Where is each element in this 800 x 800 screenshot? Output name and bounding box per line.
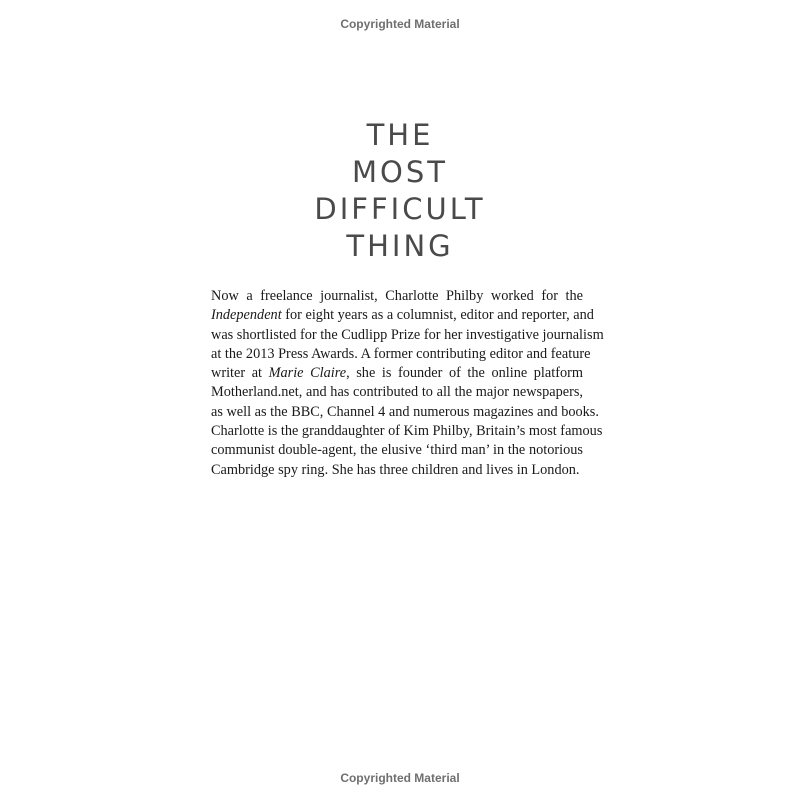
title-line: THE [366,118,434,152]
copyright-watermark-bottom: Copyrighted Material [340,771,460,785]
bio-line [211,306,594,325]
bio-line: was shortlisted for the Cudlipp Prize for her investigative journalism [211,326,604,343]
title-line: THING [346,229,454,263]
title-line: DIFFICULT [314,192,486,226]
bio-text: writer at [211,365,269,382]
bio-line: as well as the BBC, Channel 4 and numerous magazines and books. [211,403,599,420]
bio-line [211,364,583,383]
bio-line: at the 2013 Press Awards. A former contributing editor and feature [211,345,591,362]
author-bio [211,287,604,480]
bio-line: Cambridge spy ring. She has three children and lives in London. [211,461,580,478]
bio-line: communist double-agent, the elusive ‘third man’ in the notorious [211,442,583,459]
bio-text: for eight years as a columnist, editor and reporter, and [281,307,594,324]
bio-line: Charlotte is the granddaughter of Kim Philby, Britain’s most famous [211,423,603,440]
bio-line: Motherland.net, and has contributed to all the major newspapers, [211,384,583,401]
bio-text: , she is founder of the online platform [346,365,583,382]
publication-name: Independent [211,307,282,324]
title-line: MOST [352,155,448,189]
bio-line: Now a freelance journalist, Charlotte Philby worked for the [211,288,583,304]
book-title [0,117,800,265]
copyright-watermark-top: Copyrighted Material [340,17,460,31]
publication-name: Marie Claire [268,365,347,382]
